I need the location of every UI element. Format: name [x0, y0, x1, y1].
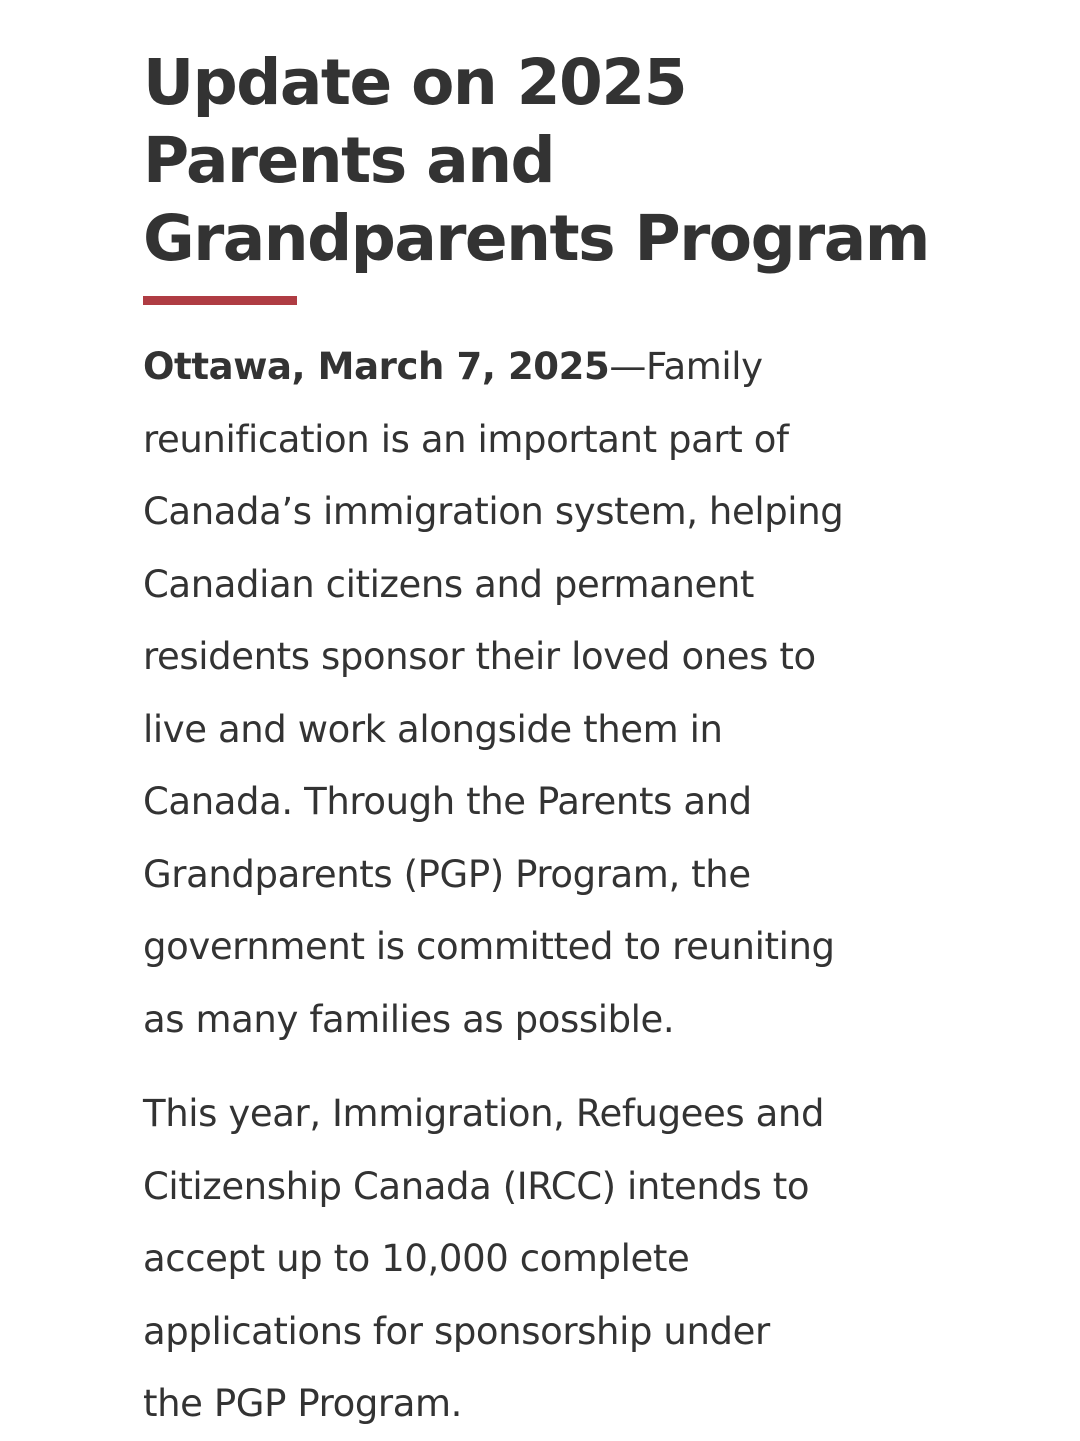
paragraph-line	[143, 331, 973, 404]
paragraph-line: Canadian citizens and permanent	[143, 562, 755, 606]
title-line: Grandparents Program	[143, 202, 929, 275]
paragraph-line: the PGP Program.	[143, 1382, 463, 1425]
paragraph-line: Citizenship Canada (IRCC) intends to	[143, 1164, 810, 1208]
title-line: Update on 2025	[143, 46, 687, 119]
paragraph-line: residents sponsor their loved ones to	[143, 635, 816, 678]
paragraph-line: live and work alongside them in	[143, 707, 723, 751]
paragraph-line: accept up to 10,000 complete	[143, 1237, 690, 1280]
paragraph-line: as many families as possible.	[143, 997, 675, 1041]
paragraph-line: reunification is an important part of	[143, 417, 789, 461]
dateline-dash: —	[609, 345, 646, 388]
paragraph-line: government is committed to reuniting	[143, 925, 835, 968]
title-line: Parents and	[143, 124, 555, 197]
article-title	[143, 44, 973, 278]
paragraph-line: This year, Immigration, Refugees and	[143, 1092, 825, 1135]
dateline: Ottawa, March 7, 2025	[143, 345, 610, 388]
paragraph-text: Family	[645, 345, 763, 388]
news-article	[143, 44, 973, 1441]
title-accent-rule	[143, 296, 297, 305]
article-paragraph-intro	[143, 331, 973, 1056]
paragraph-line: Canada. Through the Parents and	[143, 780, 752, 823]
article-paragraph-ircc	[143, 1078, 973, 1441]
paragraph-line: applications for sponsorship under	[143, 1309, 770, 1353]
paragraph-line: Grandparents (PGP) Program, the	[143, 852, 751, 896]
paragraph-line: Canada’s immigration system, helping	[143, 490, 844, 533]
